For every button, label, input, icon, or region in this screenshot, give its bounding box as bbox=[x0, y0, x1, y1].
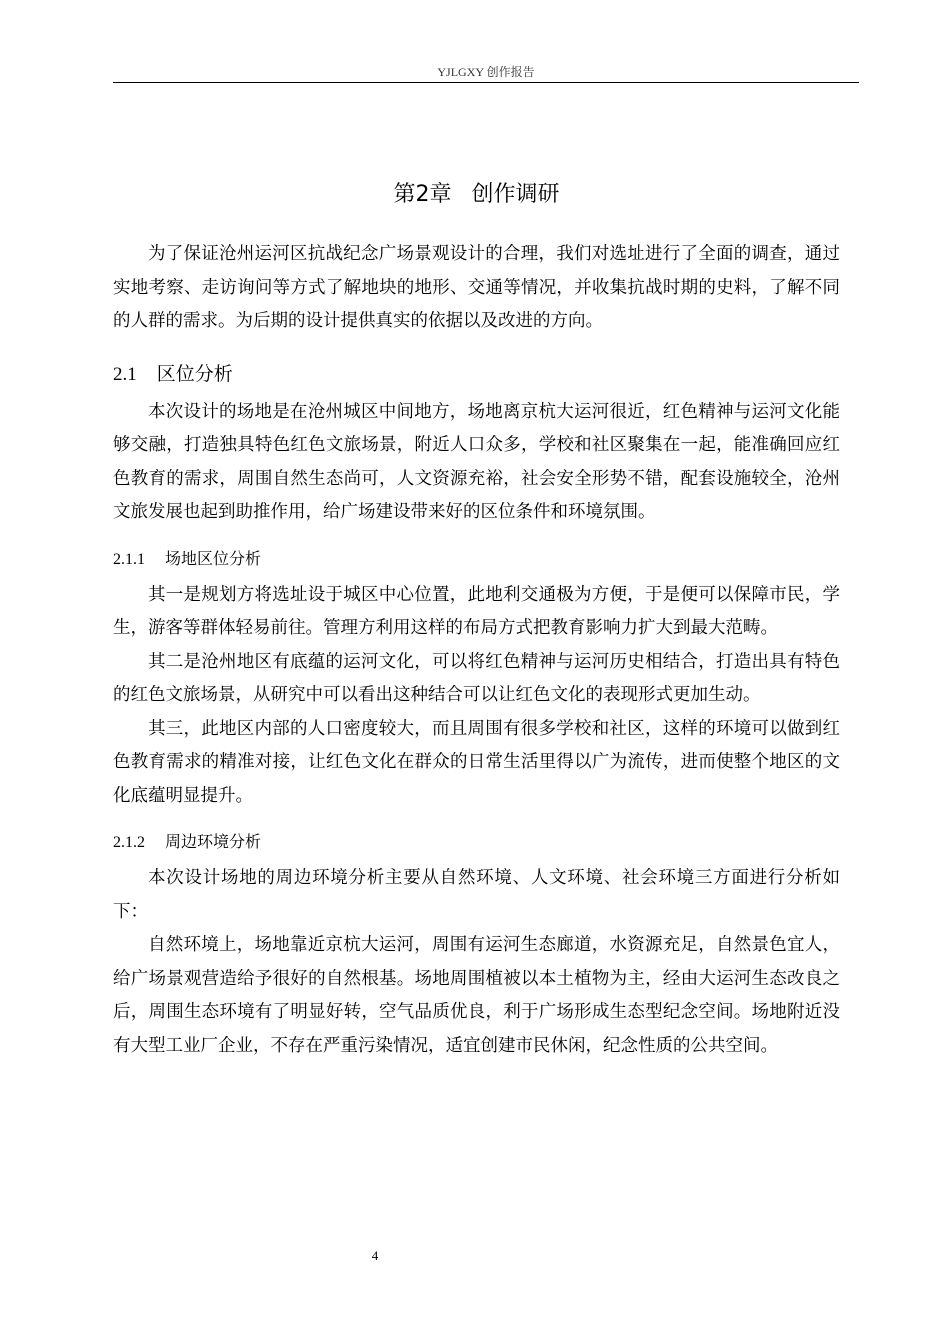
section-number: 2.1.1 bbox=[113, 550, 145, 568]
running-header: YJLGXY 创作报告 bbox=[113, 64, 859, 83]
chapter-name: 创作调研 bbox=[471, 182, 560, 207]
chapter-number: 第2章 bbox=[393, 182, 452, 207]
section-number: 2.1.2 bbox=[113, 834, 145, 851]
page-number: 4 bbox=[371, 1248, 379, 1263]
body-paragraph: 其二是沧州地区有底蕴的运河文化，可以将红色精神与运河历史相结合，打造出具有特色的红色文旅场景，从研究中可以看出这种结合可以让红色文化的表现形式更加生动。 bbox=[113, 651, 840, 705]
section-title: 场地区位分析 bbox=[165, 548, 262, 568]
section-number: 2.1 bbox=[113, 363, 137, 385]
page-body bbox=[113, 170, 840, 1063]
section-heading-2-1-1 bbox=[113, 544, 840, 575]
section-title: 区位分析 bbox=[156, 362, 233, 385]
chapter-title bbox=[113, 170, 840, 220]
section-heading-2-1-2 bbox=[113, 827, 840, 858]
body-paragraph: 其一是规划方将选址设于城区中心位置，此地利交通极为方便，于是便可以保障市民，学生，游客等群体轻易前往。管理方利用这样的布局方式把教育影响力扩大到最大范畴。 bbox=[113, 584, 840, 638]
body-paragraph: 其三，此地区内部的人口密度较大，而且周围有很多学校和社区，这样的环境可以做到红色教育需求的精准对接，让红色文化在群众的日常生活里得以广为流传，进而使整个地区的文化底蕴明显提升。 bbox=[113, 718, 840, 806]
intro-paragraph: 为了保证沧州运河区抗战纪念广场景观设计的合理，我们对选址进行了全面的调查，通过实地考察、走访询问等方式了解地块的地形、交通等情况，并收集抗战时期的史料，了解不同的人群的需求。为后期的设计提供真实的依据以及改进的方向。 bbox=[113, 244, 840, 331]
section-title: 周边环境分析 bbox=[165, 832, 262, 851]
section-heading-2-1 bbox=[113, 357, 840, 392]
body-paragraph: 自然环境上，场地靠近京杭大运河，周围有运河生态廊道，水资源充足，自然景色宜人，给广场景观营造给予很好的自然根基。场地周围植被以本土植物为主，经由大运河生态改良之后，周围生态环境有了明显好转，空气品质优良，利于广场形成生态型纪念空间。场地附近没有大型工业厂企业，不存在严重污染情况，适宜创建市民休闲，纪念性质的公共空间。 bbox=[113, 935, 840, 1056]
section-2-1-paragraph: 本次设计的场地是在沧州城区中间地方，场地离京杭大运河很近，红色精神与运河文化能够交融，打造独具特色红色文旅场景，附近人口众多，学校和社区聚集在一起，能准确回应红色教育的需求，周围自然生态尚可，人文资源充裕，社会安全形势不错，配套设施较全，沧州文旅发展也起到助推作用，给广场建设带来好的区位条件和环境氛围。 bbox=[113, 401, 840, 522]
body-paragraph: 本次设计场地的周边环境分析主要从自然环境、人文环境、社会环境三方面进行分析如下： bbox=[113, 868, 840, 922]
